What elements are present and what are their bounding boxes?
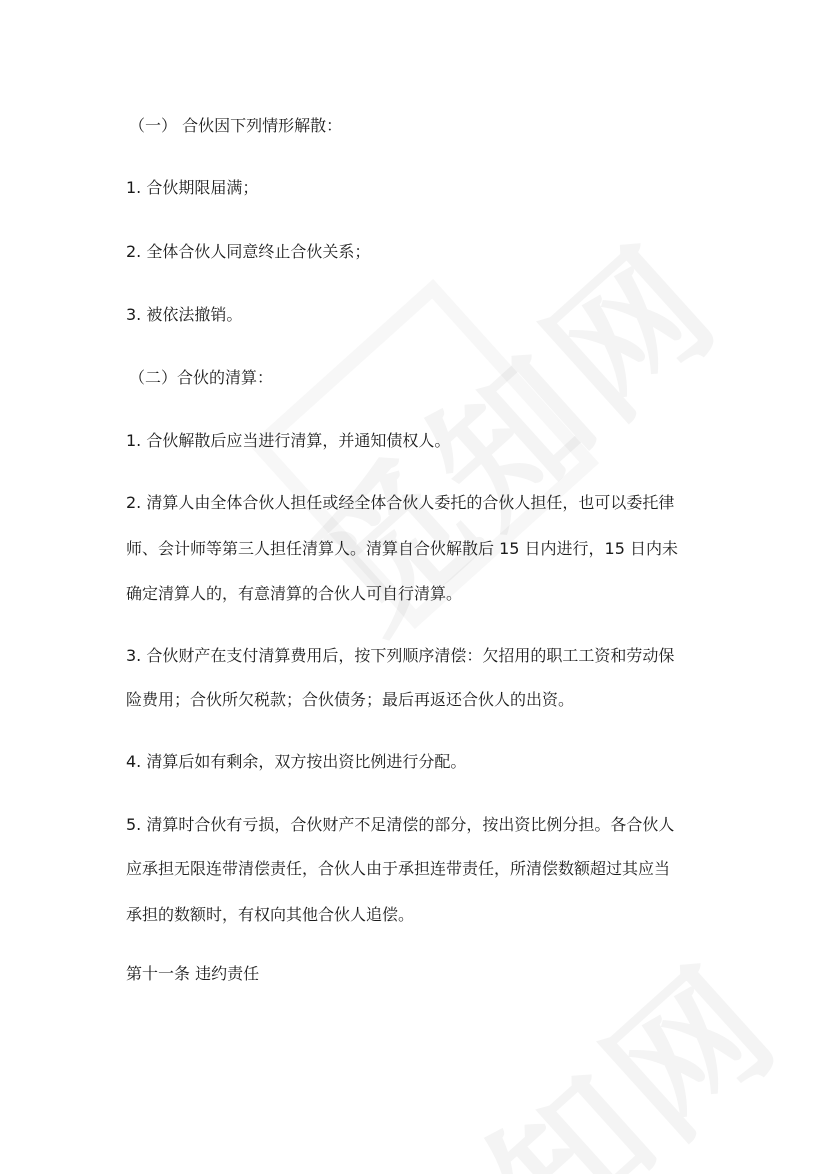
paragraph-line: 承担的数额时，有权向其他合伙人追偿。 — [126, 905, 415, 924]
section-heading-dissolution: （一） 合伙因下列情形解散： — [129, 116, 343, 135]
paragraph-line: 5. 清算时合伙有亏损，合伙财产不足清偿的部分，按出资比例分担。各合伙人 — [126, 815, 675, 834]
watermark-frame — [249, 279, 599, 629]
list-item: 1. 合伙解散后应当进行清算，并通知债权人。 — [126, 431, 451, 450]
paragraph-line: 险费用；合伙所欠税款；合伙债务；最后再返还合伙人的出资。 — [126, 690, 575, 709]
list-item: 3. 被依法撤销。 — [126, 305, 243, 324]
watermark — [319, 909, 816, 1174]
list-item: 1. 合伙期限届满； — [126, 178, 259, 197]
paragraph-line: 2. 清算人由全体合伙人担任或经全体合伙人委托的合伙人担任，也可以委托律 — [126, 493, 675, 512]
paragraph-line: 3. 合伙财产在支付清算费用后，按下列顺序清偿：欠招用的职工工资和劳动保 — [126, 646, 675, 665]
list-item: 4. 清算后如有剩余，双方按出资比例进行分配。 — [126, 752, 467, 771]
section-heading-liquidation: （二）合伙的清算： — [129, 368, 274, 387]
paragraph-line: 师、会计师等第三人担任清算人。清算自合伙解散后 15 日内进行，15 日内未 — [126, 539, 678, 558]
paragraph-line: 应承担无限连带清偿责任，合伙人由于承担连带责任，所清偿数额超过其应当 — [126, 859, 671, 878]
list-item: 2. 全体合伙人同意终止合伙关系； — [126, 242, 371, 261]
article-heading: 第十一条 违约责任 — [126, 964, 260, 983]
paragraph-line: 确定清算人的，有意清算的合伙人可自行清算。 — [126, 584, 463, 603]
